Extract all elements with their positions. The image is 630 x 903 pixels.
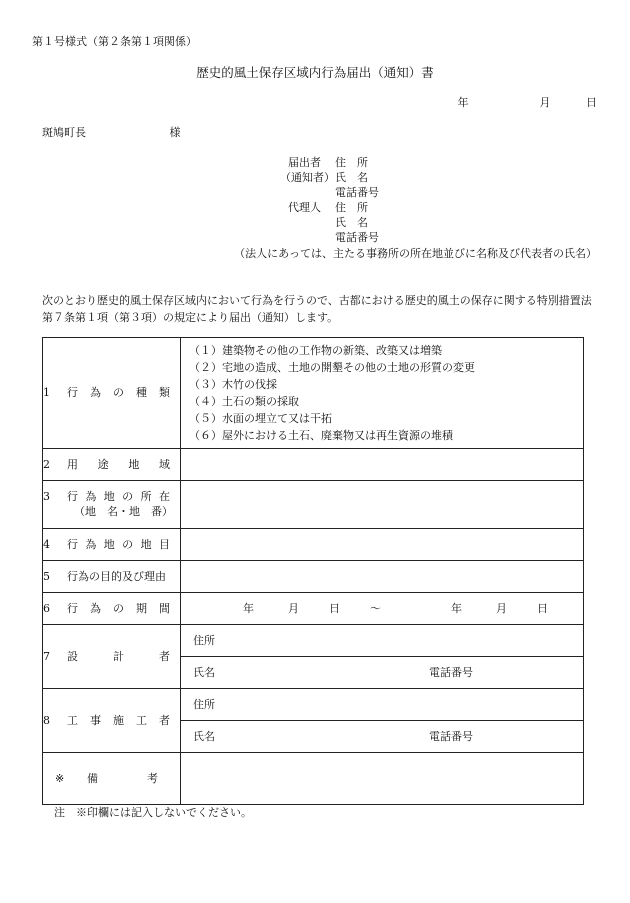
label-use-district: 2 用 途 地 域 (43, 449, 181, 481)
contractor-name-label: 氏名 (193, 729, 215, 743)
body-text: 次のとおり歴史的風土保存区域内において行為を行うので、古都における歴史的風土の保存に関する特別措置法第７条第１項（第３項）の規定により届出（通知）します。 (42, 294, 592, 325)
action-type-options[interactable] (181, 338, 584, 449)
contractor-address-label: 住所 (193, 697, 215, 711)
office-use-mark: ※ (55, 771, 65, 785)
notifier-address-label: 住 所 (335, 156, 368, 169)
notifier-label: 届出者 (288, 156, 321, 169)
use-district-field[interactable] (181, 449, 584, 481)
period-field[interactable] (181, 593, 584, 625)
purpose-field[interactable] (181, 561, 584, 593)
designer-name-label: 氏名 (193, 665, 215, 679)
row-contractor-address (43, 689, 584, 721)
action-location-field[interactable] (181, 481, 584, 529)
row-remarks (43, 753, 584, 805)
form-number: 第１号様式（第２条第１項関係） (32, 35, 197, 48)
label-land-category: 4 行 為 地 の 地 目 (43, 529, 181, 561)
designer-name-field[interactable] (181, 657, 584, 689)
notifier-name-label: 氏 名 (335, 171, 368, 184)
label-text: 行 為 の 種 類 (67, 385, 170, 399)
label-location-sub: （地 名・地 番） (74, 504, 173, 518)
tilde: ～ (370, 601, 381, 615)
agent-name-label: 氏 名 (335, 216, 368, 229)
footnote: 注 ※印欄には記入しないでください。 (54, 806, 252, 819)
corporate-note: （法人にあっては、主たる事務所の所在地並びに名称及び代表者の氏名） (234, 247, 597, 260)
addressee (42, 126, 181, 140)
contractor-name-field[interactable] (181, 721, 584, 753)
label-contractor: 8 工 事 施 工 者 (43, 689, 181, 753)
row-designer-address (43, 625, 584, 657)
submission-date (458, 96, 598, 110)
label-action-location: 3 行 為 地 の 所 在 （地 名・地 番） (43, 481, 181, 529)
date-day: 日 (586, 96, 597, 109)
date-year: 年 (457, 96, 469, 109)
designer-phone-label: 電話番号 (429, 665, 473, 679)
row-action-type (43, 338, 584, 449)
action-option-6[interactable]: （６）屋外における土石、廃棄物又は再生資源の堆積 (189, 429, 453, 443)
action-option-4[interactable]: （４）土石の類の採取 (189, 395, 299, 409)
row-action-location (43, 481, 584, 529)
label-period: 6 行 為 の 期 間 (43, 593, 181, 625)
contractor-phone-label: 電話番号 (429, 729, 473, 743)
agent-address-label: 住 所 (335, 201, 368, 214)
remarks-field (181, 753, 584, 805)
period-range: 年 月 日 ～ 年 月 日 (243, 601, 548, 615)
action-option-2[interactable]: （２）宅地の造成、土地の開墾その他の土地の形質の変更 (189, 361, 475, 375)
row-land-category (43, 529, 584, 561)
row-period (43, 593, 584, 625)
label-action-type: 1 行 為 の 種 類 (43, 338, 181, 449)
contractor-address-field[interactable] (181, 689, 584, 721)
addressee-name: 斑鳩町長 (42, 126, 86, 139)
agent-label: 代理人 (288, 201, 321, 214)
addressee-honorific: 様 (169, 126, 181, 139)
row-purpose (43, 561, 584, 593)
date-month: 月 (539, 96, 551, 109)
land-category-field[interactable] (181, 529, 584, 561)
notifier-label-2: （通知者） (280, 171, 335, 184)
label-designer: 7 設 計 者 (43, 625, 181, 689)
label-remarks: ※ 備 考 (43, 753, 181, 805)
action-option-5[interactable]: （５）水面の埋立て又は干拓 (189, 412, 332, 426)
label-purpose: 5 行為の目的及び理由 (43, 561, 181, 593)
action-option-3[interactable]: （３）木竹の伐採 (189, 378, 277, 392)
agent-phone-label: 電話番号 (335, 231, 379, 244)
designer-address-field[interactable] (181, 625, 584, 657)
notification-form-table (42, 337, 584, 805)
designer-address-label: 住所 (193, 633, 215, 647)
notifier-phone-label: 電話番号 (335, 186, 379, 199)
action-option-1[interactable]: （１）建築物その他の工作物の新築、改築又は増築 (189, 344, 442, 357)
document-title: 歴史的風土保存区域内行為届出（通知）書 (196, 65, 434, 80)
row-use-district (43, 449, 584, 481)
